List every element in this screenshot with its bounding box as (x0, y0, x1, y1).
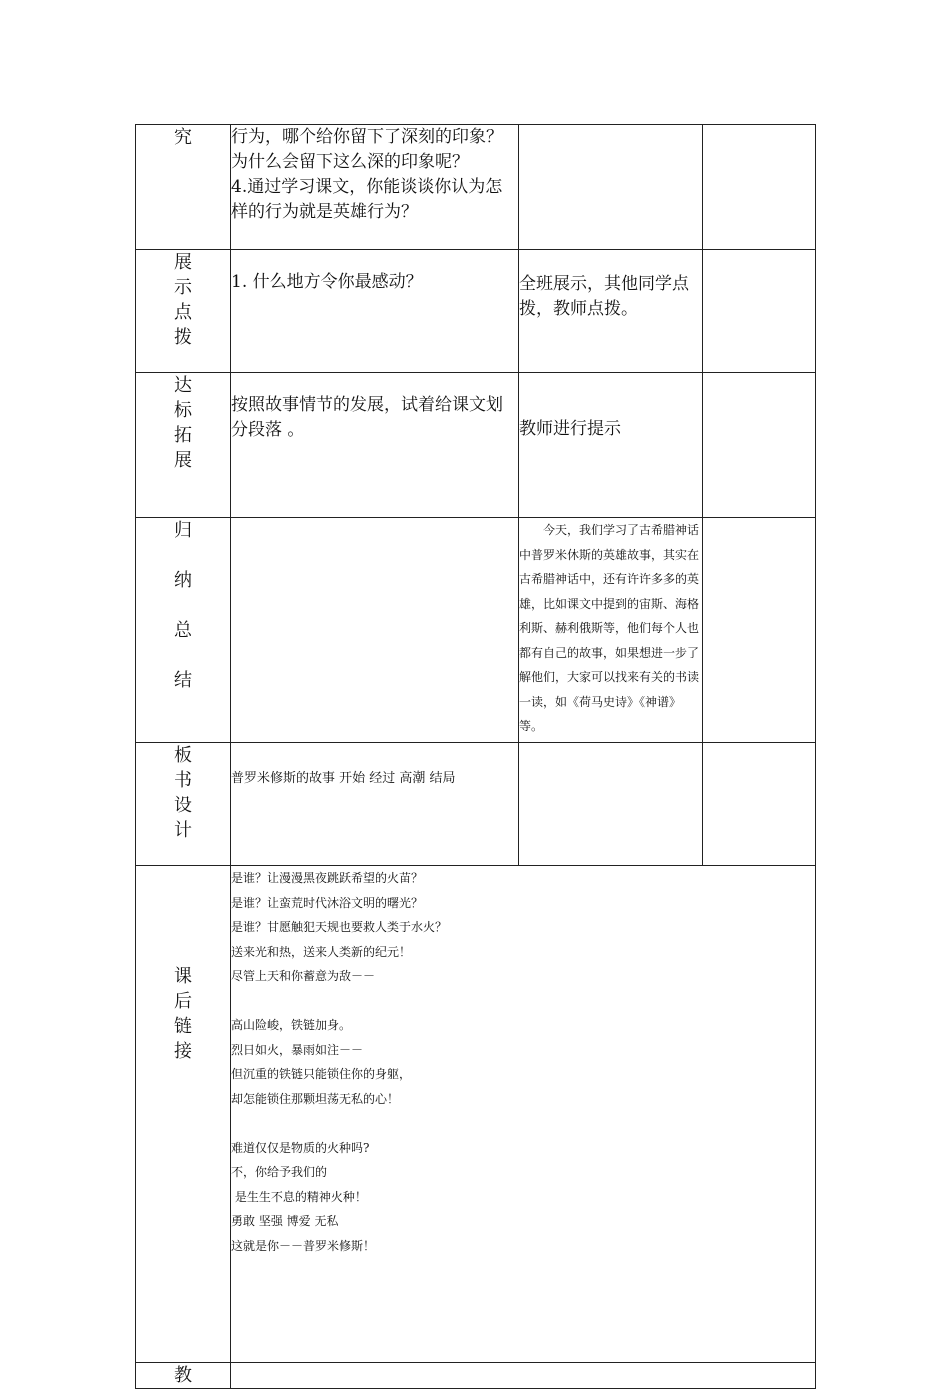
reflection-content (231, 1363, 816, 1389)
row-reflection (136, 1363, 816, 1389)
links-poem (231, 866, 816, 1363)
inquiry-method (519, 125, 703, 250)
label-summary: 归 纳 总 结 (136, 518, 231, 743)
poem-line: 尽管上天和你蓄意为敌－－ (231, 969, 376, 983)
inquiry-line-2: 4.通过学习课文，你能谈谈你认为怎样的行为就是英雄行为？ (231, 177, 503, 222)
summary-notes (703, 518, 816, 743)
poem-line: 却怎能锁住那颗坦荡无私的心！ (231, 1091, 400, 1106)
poem-line: 但沉重的铁链只能锁住你的身躯， (231, 1067, 412, 1081)
label-links: 课 后 链 接 (136, 866, 231, 1363)
poem-blank-line (231, 989, 815, 1014)
row-board (136, 743, 816, 866)
inquiry-content (231, 125, 519, 250)
extend-method: 教师进行提示 (519, 373, 703, 518)
show-method: 全班展示，其他同学点拨，教师点拨。 (519, 250, 703, 373)
poem-line: 是谁？甘愿触犯天规也要救人类于水火？ (231, 920, 448, 934)
board-method (519, 743, 703, 866)
label-board: 板 书 设 计 (136, 743, 231, 866)
extend-notes (703, 373, 816, 518)
poem-line: 难道仅仅是物质的火种吗? (231, 1140, 370, 1155)
poem-line: 高山险峻，铁链加身。 (231, 1018, 352, 1032)
lesson-plan-table (135, 124, 816, 1389)
row-links (136, 866, 816, 1363)
board-notes (703, 743, 816, 866)
board-content: 普罗米修斯的故事 开始 经过 高潮 结局 (231, 743, 519, 866)
extend-content: 按照故事情节的发展，试着给课文划分段落 。 (231, 373, 519, 518)
row-summary (136, 518, 816, 743)
poem-line: 是生生不息的精神火种！ (231, 1189, 367, 1204)
poem-line: 是谁？让蛮荒时代沐浴文明的曙光？ (231, 895, 424, 910)
poem-line: 烈日如火，暴雨如注－－ (231, 1042, 364, 1057)
label-show: 展 示 点 拨 (136, 250, 231, 373)
label-inquiry: 究 (136, 125, 231, 250)
label-extend: 达 标 拓 展 (136, 373, 231, 518)
poem-line: 送来光和热，送来人类新的纪元！ (231, 944, 412, 959)
inquiry-line-1: 行为，哪个给你留下了深刻的印象？为什么会留下这么深的印象呢？ (231, 127, 503, 172)
row-show (136, 250, 816, 373)
show-content: 1. 什么地方令你最感动？ (231, 250, 519, 373)
show-notes (703, 250, 816, 373)
summary-content (231, 518, 519, 743)
label-reflection: 教 (136, 1363, 231, 1389)
row-extend (136, 373, 816, 518)
inquiry-notes (703, 125, 816, 250)
row-inquiry (136, 125, 816, 250)
poem-line: 是谁？让漫漫黑夜跳跃希望的火苗？ (231, 871, 424, 885)
poem-blank-line (231, 1111, 815, 1136)
poem-line: 这就是你－－普罗米修斯！ (231, 1238, 376, 1253)
poem-line: 不，你给予我们的 (231, 1165, 328, 1179)
poem-line: 勇敢 坚强 博爱 无私 (231, 1214, 339, 1228)
summary-method: 今天，我们学习了古希腊神话中普罗米休斯的英雄故事，其实在古希腊神话中，还有许许多多的英雄，比如课文中提到的宙斯、海格利斯、赫利俄斯等，他们每个人也都有自己的故事，如果想进一步了解他们，大家可以找来有关的书读一读，如《荷马史诗》《神谱》等。 (519, 518, 703, 743)
